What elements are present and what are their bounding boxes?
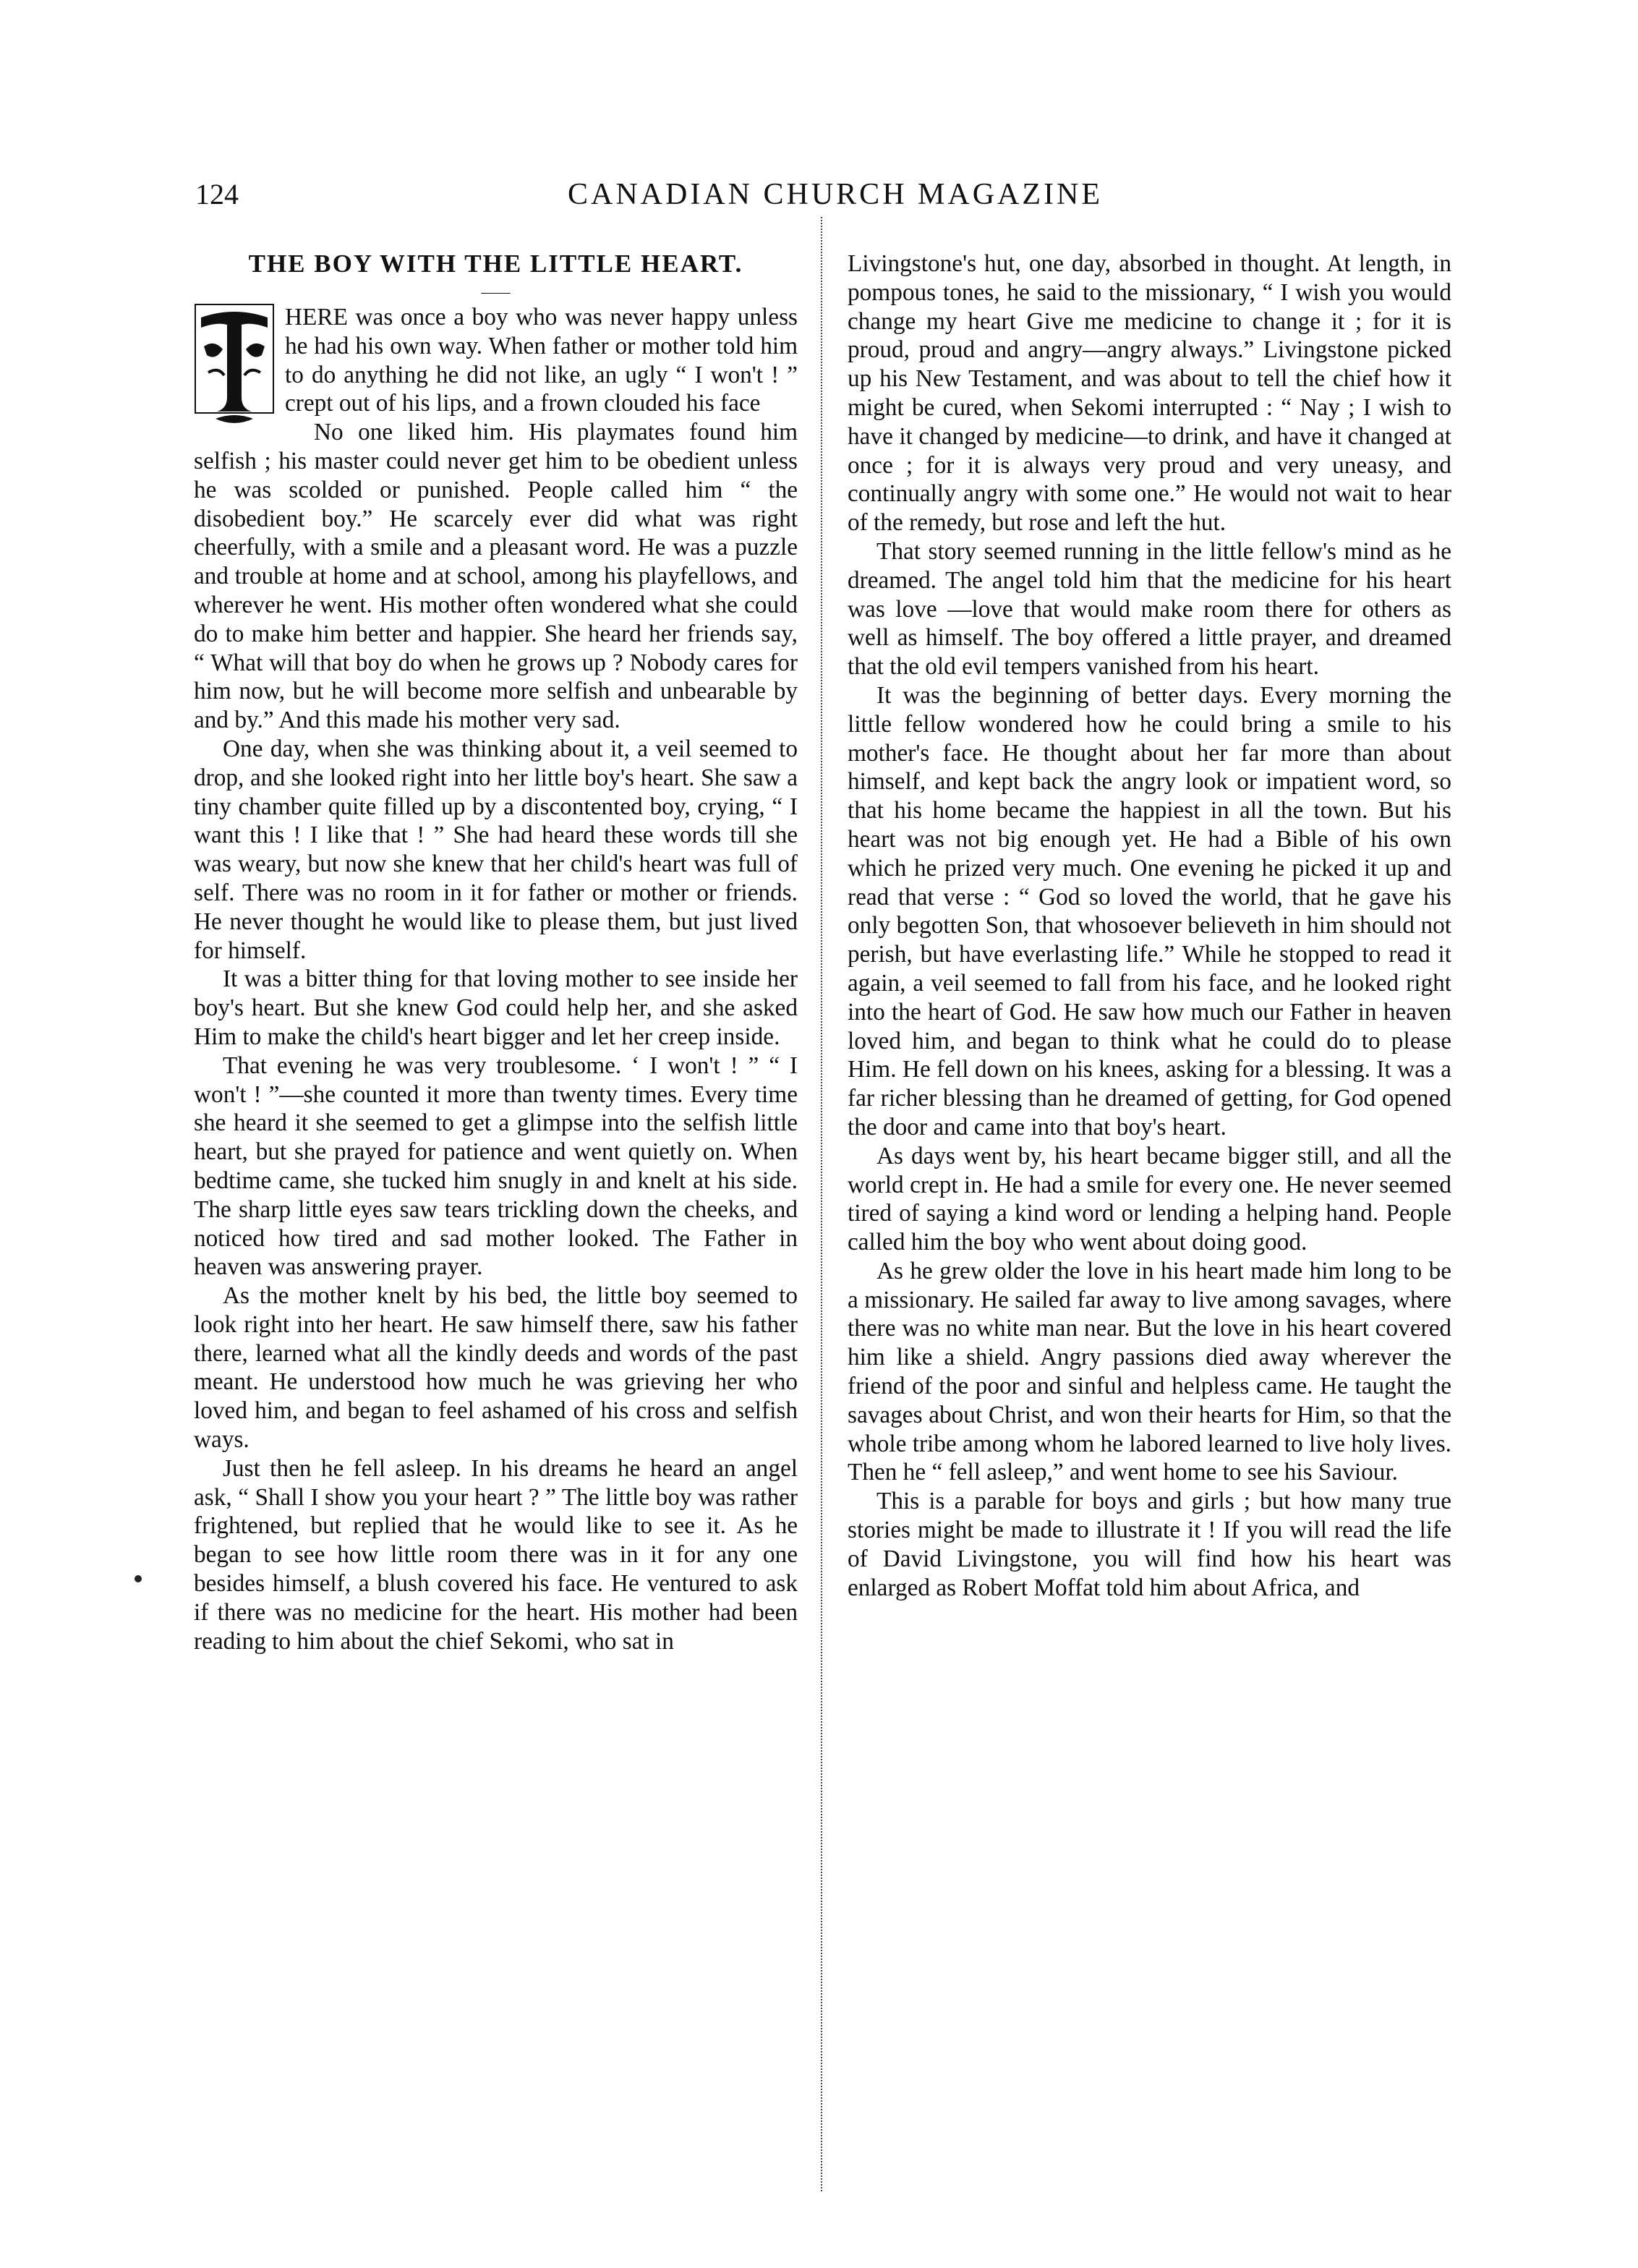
right-column	[848, 250, 1451, 1602]
paragraph: Livingstone's hut, one day, absorbed in thought. At length, in pompous tones, he said to the missionary, “ I wish you would change my heart Give me medicine to change it ; for it is proud, proud and angry—angry always.” Livingstone picked up his New Testament, and was about to tell the chief how it might be cured, when Sekomi interrupted : “ Nay ; I wish to have it changed by medicine—to drink, and have it changed at once ; for it is always very proud and very uneasy, and continually angry with some one.” He would not wait to hear of the remedy, but rose and left the hut.	[848, 250, 1451, 537]
page-header	[195, 177, 1475, 228]
paragraph: One day, when she was thinking about it, a veil seemed to drop, and she looked right into her little boy's heart. She saw a tiny chamber quite filled up by a discontented boy, crying, “ I want this ! I like that ! ” She had heard these words till she was weary, but now she knew that her child's heart was full of self. There was no room in it for father or mother or friends. He never thought he would like to please them, but just lived for himself.	[194, 735, 798, 964]
article-title: THE BOY WITH THE LITTLE HEART.	[248, 250, 743, 278]
column-divider	[821, 217, 822, 2191]
paragraph: No one liked him. His playmates found him selfish ; his master could never get him to be obedient unless he was scolded or punished. People called him “ the disobedient boy.” He scarcely ever did what was right cheerfully, with a smile and a pleasant word. He was a puzzle and trouble at home and at school, among his playfellows, and wherever he went. His mother often wondered what she could do to make him better and happier. She heard her friends say, “ What will that boy do when he grows up ? Nobody cares for him now, but he will become more selfish and unbearable by and by.” And this made his mother very sad.	[194, 419, 798, 734]
running-title: CANADIAN CHURCH MAGAZINE	[568, 178, 1103, 211]
paragraph: As the mother knelt by his bed, the little boy seemed to look right into her heart. He saw himself there, saw his father there, learned what all the kindly deeds and words of the past meant. He understood how much he was grieving her who loved him, and began to feel ashamed of his cross and selfish ways.	[194, 1282, 798, 1454]
paragraph: This is a parable for boys and girls ; but how many true stories might be made to illustrate it ! If you will read the life of David Livingstone, you will find how his heart was enlarged as Robert Moffat told him about Africa, and	[848, 1488, 1451, 1601]
page-number: 124	[195, 178, 239, 210]
paragraph: That story seemed running in the little fellow's mind as he dreamed. The angel told him that the medicine for his heart was love —love that would make room there for others as well as himself. The boy offered a little prayer, and dreamed that the old evil tempers vanished from his heart.	[848, 537, 1451, 681]
title-dash: ——	[481, 284, 511, 300]
paragraph-text: HERE was once a boy who was never happy unless he had his own way. When father or mother told him to do anything he did not like, an ugly “ I won't ! ” crept out of his lips, and a frown clouded his face	[285, 304, 798, 417]
drop-cap-letter-icon	[194, 303, 275, 430]
drop-cap	[194, 303, 275, 430]
margin-mark	[135, 1575, 142, 1582]
paragraph: It was a bitter thing for that loving mother to see inside her boy's heart. But she knew God could help her, and she asked Him to make the child's heart bigger and let her creep inside.	[194, 965, 798, 1050]
paragraph: As days went by, his heart became bigger still, and all the world crept in. He had a smile for every one. He never seemed tired of saying a kind word or lending a helping hand. People called him the boy who went about doing good.	[848, 1142, 1451, 1256]
paragraph: As he grew older the love in his heart made him long to be a missionary. He sailed far away to live among savages, where there was no white man near. But the love in his heart covered him like a shield. Angry passions died away wherever the friend of the poor and sinful and helpless came. He taught the savages about Christ, and won their hearts for Him, so that the whole tribe among whom he labored learned to live holy lives. Then he “ fell asleep,” and went home to see his Saviour.	[848, 1257, 1451, 1486]
paragraph: It was the beginning of better days. Every morning the little fellow wondered how he could bring a smile to his mother's face. He thought about her far more than about himself, and kept back the angry look or impatient word, so that his home became the happiest in all the town. But his heart was not big enough yet. He had a Bible of his own which he prized very much. One evening he picked it up and read that verse : “ God so loved the world, that he gave his only begotten Son, that whosoever believeth in him should not perish, but have everlasting life.” While he stopped to read it again, a veil seemed to fall from his face, and he looked right into the heart of God. He saw how much our Father in heaven loved him, and began to think what he could do to please Him. He fell down on his knees, asking for a blessing. It was a far richer blessing than he dreamed of getting, for God opened the door and came into that boy's heart.	[848, 681, 1451, 1141]
left-column	[194, 250, 798, 1655]
paragraph: That evening he was very troublesome. ‘ I won't ! ” “ I won't ! ”—she counted it more than twenty times. Every time she heard it she seemed to get a glimpse into the selfish little heart, but she prayed for patience and went quietly on. When bedtime came, she tucked him snugly in and knelt at his side. The sharp little eyes saw tears trickling down the cheeks, and noticed how tired and sad mother looked. The Father in heaven was answering prayer.	[194, 1052, 798, 1281]
paragraph: Just then he fell asleep. In his dreams he heard an angel ask, “ Shall I show you your heart ? ” The little boy was rather frightened, but replied that he would like to see it. As he began to see how little room there was in it for any one besides himself, a blush covered his face. He ventured to ask if there was no medicine for the heart. His mother had been reading to him about the chief Sekomi, who sat in	[194, 1454, 798, 1655]
paragraph	[194, 303, 798, 418]
